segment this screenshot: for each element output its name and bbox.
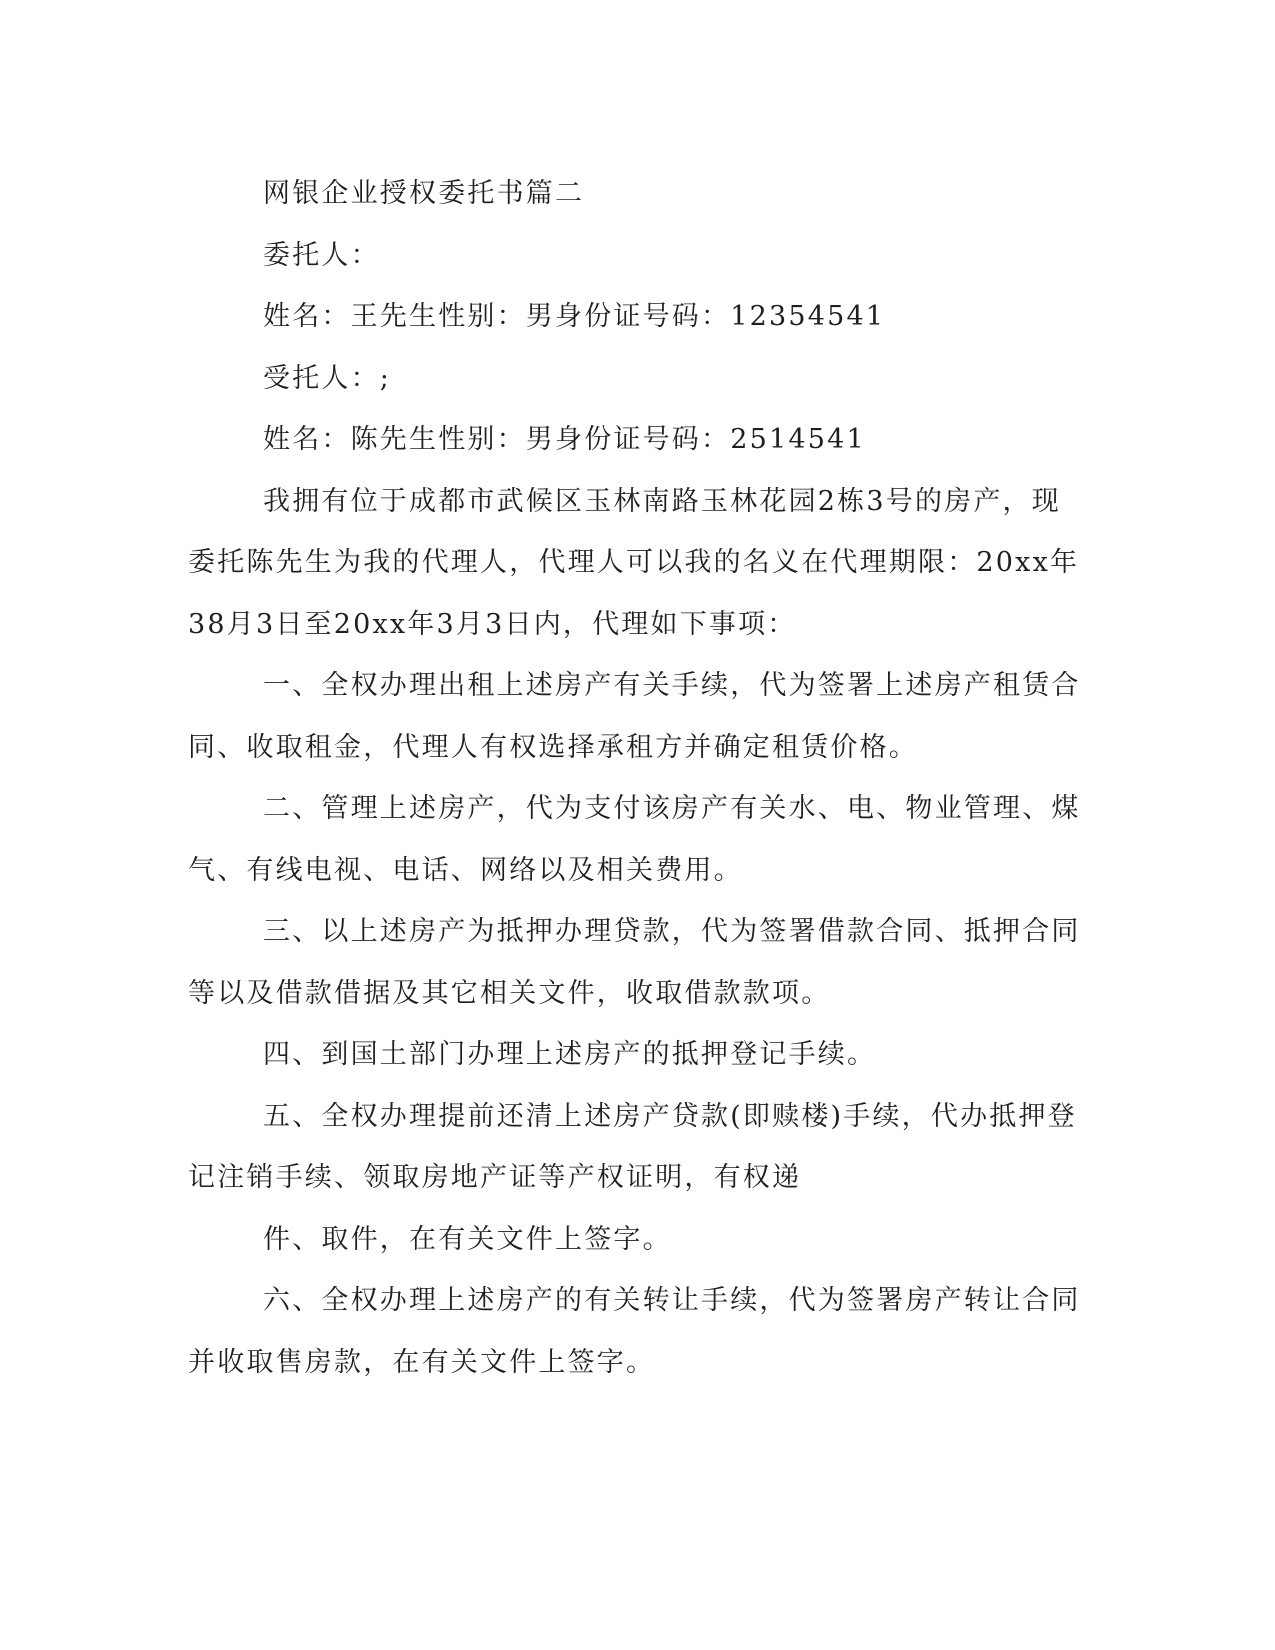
paragraph-line: 我拥有位于成都市武候区玉林南路玉林花园2栋3号的房产，现 bbox=[263, 485, 1061, 517]
agent-heading: 受托人：; bbox=[263, 362, 392, 394]
paragraph-line: 四、到国土部门办理上述房产的抵押登记手续。 bbox=[263, 1039, 877, 1070]
agent-info: 姓名：陈先生性别：男身份证号码：2514541 bbox=[263, 424, 866, 455]
document-body bbox=[188, 163, 1084, 1393]
paragraph-line: 委托陈先生为我的代理人，代理人可以我的名义在代理期限：20xx年 bbox=[188, 547, 1080, 578]
paragraph-line: 等以及借款借据及其它相关文件，收取借款款项。 bbox=[188, 977, 831, 1009]
paragraph-line: 并收取售房款，在有关文件上签字。 bbox=[188, 1346, 656, 1378]
principal-heading: 委托人： bbox=[263, 239, 380, 271]
paragraph-line: 件、取件，在有关文件上签字。 bbox=[263, 1223, 672, 1255]
paragraph-line: 三、以上述房产为抵押办理贷款，代为签署借款合同、抵押合同 bbox=[263, 916, 1081, 947]
paragraph-line: 五、全权办理提前还清上述房产贷款(即赎楼)手续，代办抵押登 bbox=[263, 1100, 1077, 1132]
paragraph-line: 六、全权办理上述房产的有关转让手续，代为签署房产转让合同 bbox=[263, 1285, 1081, 1316]
paragraph-line: 二、管理上述房产，代为支付该房产有关水、电、物业管理、煤 bbox=[263, 793, 1081, 824]
paragraph-line: 同、收取租金，代理人有权选择承租方并确定租赁价格。 bbox=[188, 731, 918, 763]
paragraph-line: 一、全权办理出租上述房产有关手续，代为签署上述房产租赁合 bbox=[263, 670, 1081, 701]
paragraph-line: 气、有线电视、电话、网络以及相关费用。 bbox=[188, 854, 743, 886]
document-title: 网银企业授权委托书篇二 bbox=[263, 178, 585, 209]
paragraph-line: 记注销手续、领取房地产证等产权证明，有权递 bbox=[188, 1162, 802, 1193]
paragraph-line: 38月3日至20xx年3月3日内，代理如下事项： bbox=[188, 608, 797, 640]
principal-info: 姓名：王先生性别：男身份证号码：12354541 bbox=[263, 301, 886, 332]
